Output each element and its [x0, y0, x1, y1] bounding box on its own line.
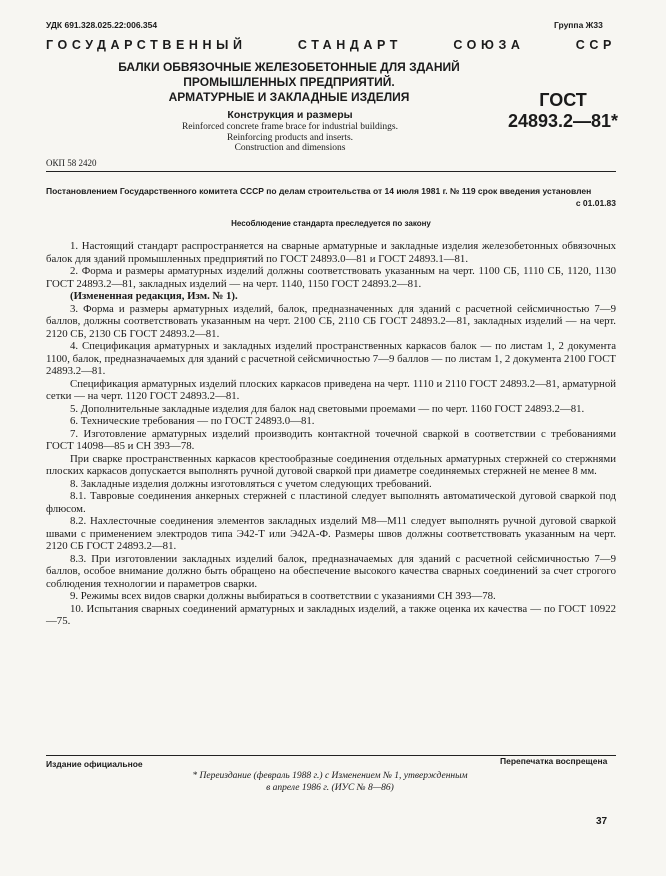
- banner-word: СТАНДАРТ: [297, 38, 403, 52]
- decree-body: Постановлением Государственного комитета СССР по делам строительства от 14 июля 1981 г. № 119 срок введения установлен: [46, 186, 592, 196]
- body-paragraph: Спецификация арматурных изделий плоских каркасов приведена на черт. 1110 и 2110 ГОСТ 24893.2—81, арматурной сетки — на черт. 1120 ГОСТ 24893.2—81.: [46, 377, 616, 402]
- title-line: ПРОМЫШЛЕННЫХ ПРЕДПРИЯТИЙ.: [183, 75, 395, 89]
- group-code: Группа Ж33: [554, 20, 603, 30]
- body-paragraph: 9. Режимы всех видов сварки должны выбираться в соответствии с указаниями СН 393—78.: [70, 590, 496, 602]
- legal-notice: Несоблюдение стандарта преследуется по закону: [231, 219, 431, 228]
- body-paragraph: 8.1. Тавровые соединения анкерных стержней с пластиной следует выполнять автоматической дуговой сваркой под флюсом.: [46, 490, 616, 515]
- body-paragraph: 1. Настоящий стандарт распространяется на сварные арматурные и закладные изделия железобетонных обвязочных балок для зданий промышленных предприятий по ГОСТ 24893.0—81 и ГОСТ 24893.1—81.: [46, 240, 616, 265]
- body-paragraph: 3. Форма и размеры арматурных изделий, балок, предназначенных для зданий с расчетной сейсмичностью 7—9 баллов, должны соответствовать указанным на черт. 2100 СБ, 2110 СБ ГОСТ 24893.2—81, закладных изделий — на черт. 2120 СБ, 2130 СБ ГОСТ 24893.2—81.: [46, 302, 616, 340]
- body-paragraph: 6. Технические требования — по ГОСТ 24893.0—81.: [70, 415, 315, 427]
- english-title-line: Construction and dimensions: [234, 143, 346, 153]
- english-title-line: Reinforcing products and inserts.: [226, 132, 354, 143]
- body-paragraph: (Измененная редакция, Изм. № 1).: [70, 290, 238, 302]
- english-title-line: Reinforced concrete frame brace for industrial buildings.: [181, 122, 399, 132]
- official-edition: Издание официальное: [46, 759, 143, 769]
- udk-code: УДК 691.328.025.22:006.354: [46, 20, 158, 30]
- body-paragraph: 5. Дополнительные закладные изделия для балок над световыми проемами — по черт. 1160 ГОСТ 24893.2—81.: [70, 402, 585, 415]
- footnote-line: в апреле 1986 г. (ИУС № 8—86): [266, 783, 394, 793]
- body-paragraph: 7. Изготовление арматурных изделий производить контактной точечной сваркой в соответствии с требованиями ГОСТ 14098—85 и СН 393—78.: [46, 427, 616, 452]
- decree-date: с 01.01.83: [575, 198, 616, 208]
- standard-banner: [46, 38, 616, 52]
- reissue-footnote: [150, 770, 510, 794]
- reprint-notice: Перепечатка воспрещена: [500, 756, 608, 766]
- body-paragraph: 10. Испытания сварных соединений арматурных и закладных изделий, а также оценка их качества — по ГОСТ 10922—75.: [46, 602, 616, 627]
- title-line: БАЛКИ ОБВЯЗОЧНЫЕ ЖЕЛЕЗОБЕТОННЫЕ ДЛЯ ЗДАНИЙ: [118, 60, 460, 74]
- banner-word: ГОСУДАРСТВЕННЫЙ: [46, 38, 247, 52]
- banner-word: СОЮЗА: [453, 38, 525, 52]
- gost-label: ГОСТ: [539, 90, 587, 110]
- body-paragraph: При сварке пространственных каркасов крестообразные соединения отдельных арматурных стержней со стержнями плоских каркасов допускается выполнять ручной дуговой сваркой при диаметре соединяемых стержней не менее 8 мм.: [46, 452, 616, 477]
- body-paragraph: 8. Закладные изделия должны изготовляться с учетом следующих требований.: [70, 477, 432, 490]
- title-line: АРМАТУРНЫЕ И ЗАКЛАДНЫЕ ИЗДЕЛИЯ: [168, 90, 410, 104]
- document-body: [46, 240, 616, 628]
- footnote-line: * Переиздание (февраль 1988 г.) с Изменением № 1, утвержденным: [192, 771, 468, 781]
- document-title: [84, 60, 494, 105]
- banner-word: ССР: [575, 38, 616, 52]
- document-subtitle: Конструкция и размеры: [227, 109, 353, 121]
- decree-text: [46, 186, 616, 208]
- body-paragraph: 8.3. При изготовлении закладных изделий балок, предназначаемых для зданий с расчетной сейсмичностью 7—9 баллов, особое внимание должно быть обращено на обеспечение высокого качества сварных соединений за счет строгого соблюдения технологии и параметров сварки.: [46, 552, 616, 590]
- english-title: [110, 122, 470, 154]
- page-number: 37: [596, 816, 608, 827]
- okp-code: ОКП 58 2420: [46, 158, 97, 168]
- gost-designation: [498, 90, 628, 132]
- gost-number: 24893.2—81*: [507, 111, 619, 131]
- body-paragraph: 2. Форма и размеры арматурных изделий должны соответствовать указанным на черт. 1100 СБ, 1110 СБ, 1120, 1130 ГОСТ 24893.2—81, закладных изделий — на черт. 1140, 1150 ГОСТ 24893.2—81.: [46, 265, 616, 290]
- header-divider: [46, 171, 616, 172]
- body-paragraph: 8.2. Нахлесточные соединения элементов закладных изделий М8—М11 следует выполнять ручной дуговой сваркой швами с применением электродов типа Э42-Т или Э42А-Ф. Размеры швов должны соответствовать указанным на черт. 2120 СБ ГОСТ 24893.2—81.: [46, 515, 616, 552]
- body-paragraph: 4. Спецификация арматурных и закладных изделий пространственных каркасов балок — по листам 1, 2 документа 1100, балок, предназначаемых для зданий с расчетной сейсмичностью 7—9 баллов — по листам 1, 2 документа 2100 ГОСТ 24893.2—81.: [46, 340, 616, 377]
